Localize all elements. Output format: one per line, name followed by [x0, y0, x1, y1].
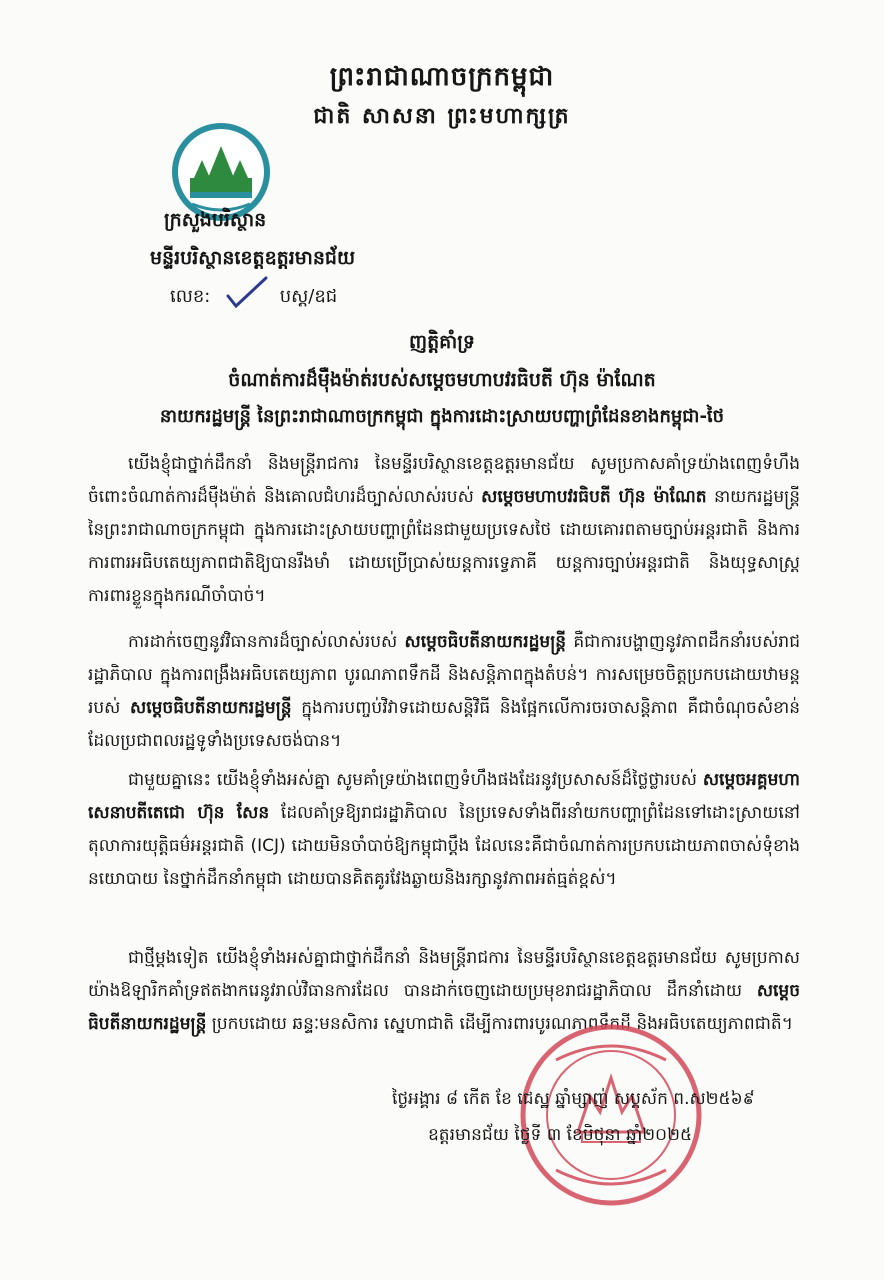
- document-title: ញត្តិគាំទ្រ: [409, 331, 475, 353]
- date-lunar: ថ្ងៃអង្គារ ៨ កើត ខែ ជេស្ឋ ឆ្នាំម្សាញ់ សប្តស័ក ព.ស២៥៦៩: [392, 1089, 755, 1109]
- bold-name: សម្ដេចអគ្គមហាសេនាបតីតេជោ ហ៊ុន សែន: [88, 770, 800, 823]
- paragraph-text: គឺជាការបង្ហាញនូវភាពដឹកនាំរបស់រាជរដ្ឋាភិបាល ក្នុងការពង្រឹងអធិបតេយ្យភាព បូរណភាពទឹកដី និងសន្តិភាពក្នុងតំបន់។ ការសម្រេចចិត្តប្រកបដោយឋាមន្តរបស់: [88, 632, 800, 718]
- paragraph-text: ប្រកបដោយ ឆន្ទៈមនសិការ ស្នេហាជាតិ ដើម្បីការពារបូរណភាពទឹកដី និងអធិបតេយ្យភាពជាតិ។: [206, 1014, 793, 1034]
- body-paragraph-3: [88, 764, 800, 896]
- paragraph-text: ជាមួយគ្នានេះ យើងខ្ញុំទាំងអស់គ្នា សូមគាំទ្រយ៉ាងពេញទំហឹងផងដែរនូវប្រសាសន៍ដ៏ថ្លៃថ្លារបស់: [128, 770, 703, 790]
- date-solar: ឧត្តរមានជ័យ ថ្ងៃទី ៣ ខែមិថុនា ឆ្នាំ២០២៥: [428, 1125, 692, 1145]
- paragraph-text: ជាថ្មីម្ដងទៀត យើងខ្ញុំទាំងអស់គ្នាជាថ្នាក់ដឹកនាំ និងមន្ត្រីរាជការ នៃមន្ទីរបរិស្ថានខេត្តឧត្តរមានជ័យ សូមប្រកាសយ៉ាងឱឡារិកគាំទ្រឥតងាករេនូវរាល់វិធានការដែល បានដាក់ចេញដោយប្រមុខរាជរដ្ឋាភិបាល ដឹកនាំដោយ: [88, 948, 800, 1001]
- bold-name: សម្ដេចធិបតីនាយករដ្ឋមន្ត្រី: [130, 698, 292, 718]
- official-seal-stamp: [516, 1020, 706, 1210]
- handwritten-check-mark-icon: [222, 276, 272, 310]
- paragraph-text: ក្នុងការបញ្ចប់វិវាទដោយសន្តិវិធី និងផ្អែកលើការចរចាសន្តិភាព គឺជាចំណុចសំខាន់ដែលប្រជាពលរដ្ឋទូទាំងប្រទេសចង់បាន។: [88, 698, 800, 751]
- bold-name: សម្ដេចធិបតីនាយករដ្ឋមន្ត្រី: [404, 632, 567, 652]
- kingdom-heading: ព្រះរាជាណាចក្រកម្ពុជា: [329, 62, 555, 92]
- reference-code: បស្ត/ឧជ: [279, 286, 338, 307]
- national-motto: ជាតិ សាសនា ព្រះមហាក្សត្រ: [313, 104, 571, 129]
- paragraph-text: ការដាក់ចេញនូវវិធានការដ៏ច្បាស់លាស់របស់: [128, 632, 405, 652]
- paragraph-text: នាយករដ្ឋមន្ត្រី នៃព្រះរាជាណាចក្រកម្ពុជា ក្នុងការដោះស្រាយបញ្ហាព្រំដែនជាមួយប្រទេសថៃ ដោយគោរពតាមច្បាប់អន្តរជាតិ និងការការពារអធិបតេយ្យភាពជាតិឱ្យបានរឹងមាំ ដោយប្រើប្រាស់យន្តការទ្វេភាគី យន្តការច្បាប់អន្តរជាតិ និងយុទ្ធសាស្ត្រការពារខ្លួនក្នុងករណីចាំបាច់។: [88, 487, 800, 606]
- bold-name: សម្ដេចមហាបវរធិបតី ហ៊ុន ម៉ាណែត: [481, 487, 707, 507]
- bold-name: សម្ដេចធិបតីនាយករដ្ឋមន្ត្រី: [88, 981, 800, 1034]
- document-subtitle-line-2: នាយករដ្ឋមន្ត្រី នៃព្រះរាជាណាចក្រកម្ពុជា ក្នុងការដោះស្រាយបញ្ហាព្រំដែនខាងកម្ពុជា-ថៃ: [159, 406, 725, 427]
- department-name: មន្ទីរបរិស្ថានខេត្តឧត្តរមានជ័យ: [150, 247, 356, 269]
- ministry-name: ក្រសួងបរិស្ថាន: [164, 209, 267, 231]
- paragraph-text: ដែលគាំទ្រឱ្យរាជរដ្ឋាភិបាល នៃប្រទេសទាំងពីរនាំយកបញ្ហាព្រំដែនទៅដោះស្រាយនៅតុលាការយុត្តិធម៌អន្តរជាតិ (ICJ) ដោយមិនចាំបាច់ឱ្យកម្ពុជាប្ដឹង ដែលនេះគឺជាចំណាត់ការប្រកបដោយភាពចាស់ទុំខាងនយោបាយ នៃថ្នាក់ដឹកនាំកម្ពុជា ដោយបានគិតគូរវែងឆ្ងាយនិងរក្សានូវភាពអត់ធ្មត់ខ្ពស់។: [88, 803, 800, 889]
- body-paragraph-2: [88, 626, 800, 758]
- body-paragraph-1: [88, 448, 800, 613]
- reference-label: លេខ:: [170, 286, 211, 307]
- document-subtitle-line-1: ចំណាត់ការដ៏ម៉ឺងម៉ាត់របស់សម្ដេចមហាបវរធិបតី ហ៊ុន ម៉ាណែត: [228, 369, 656, 391]
- paragraph-text: យើងខ្ញុំជាថ្នាក់ដឹកនាំ និងមន្ត្រីរាជការ នៃមន្ទីរបរិស្ថានខេត្តឧត្តរមានជ័យ សូមប្រកាសគាំទ្រយ៉ាងពេញទំហឹងចំពោះចំណាត់ការដ៏ម៉ឺងម៉ាត់ និងគោលជំហរដ៏ច្បាស់លាស់របស់: [88, 454, 800, 507]
